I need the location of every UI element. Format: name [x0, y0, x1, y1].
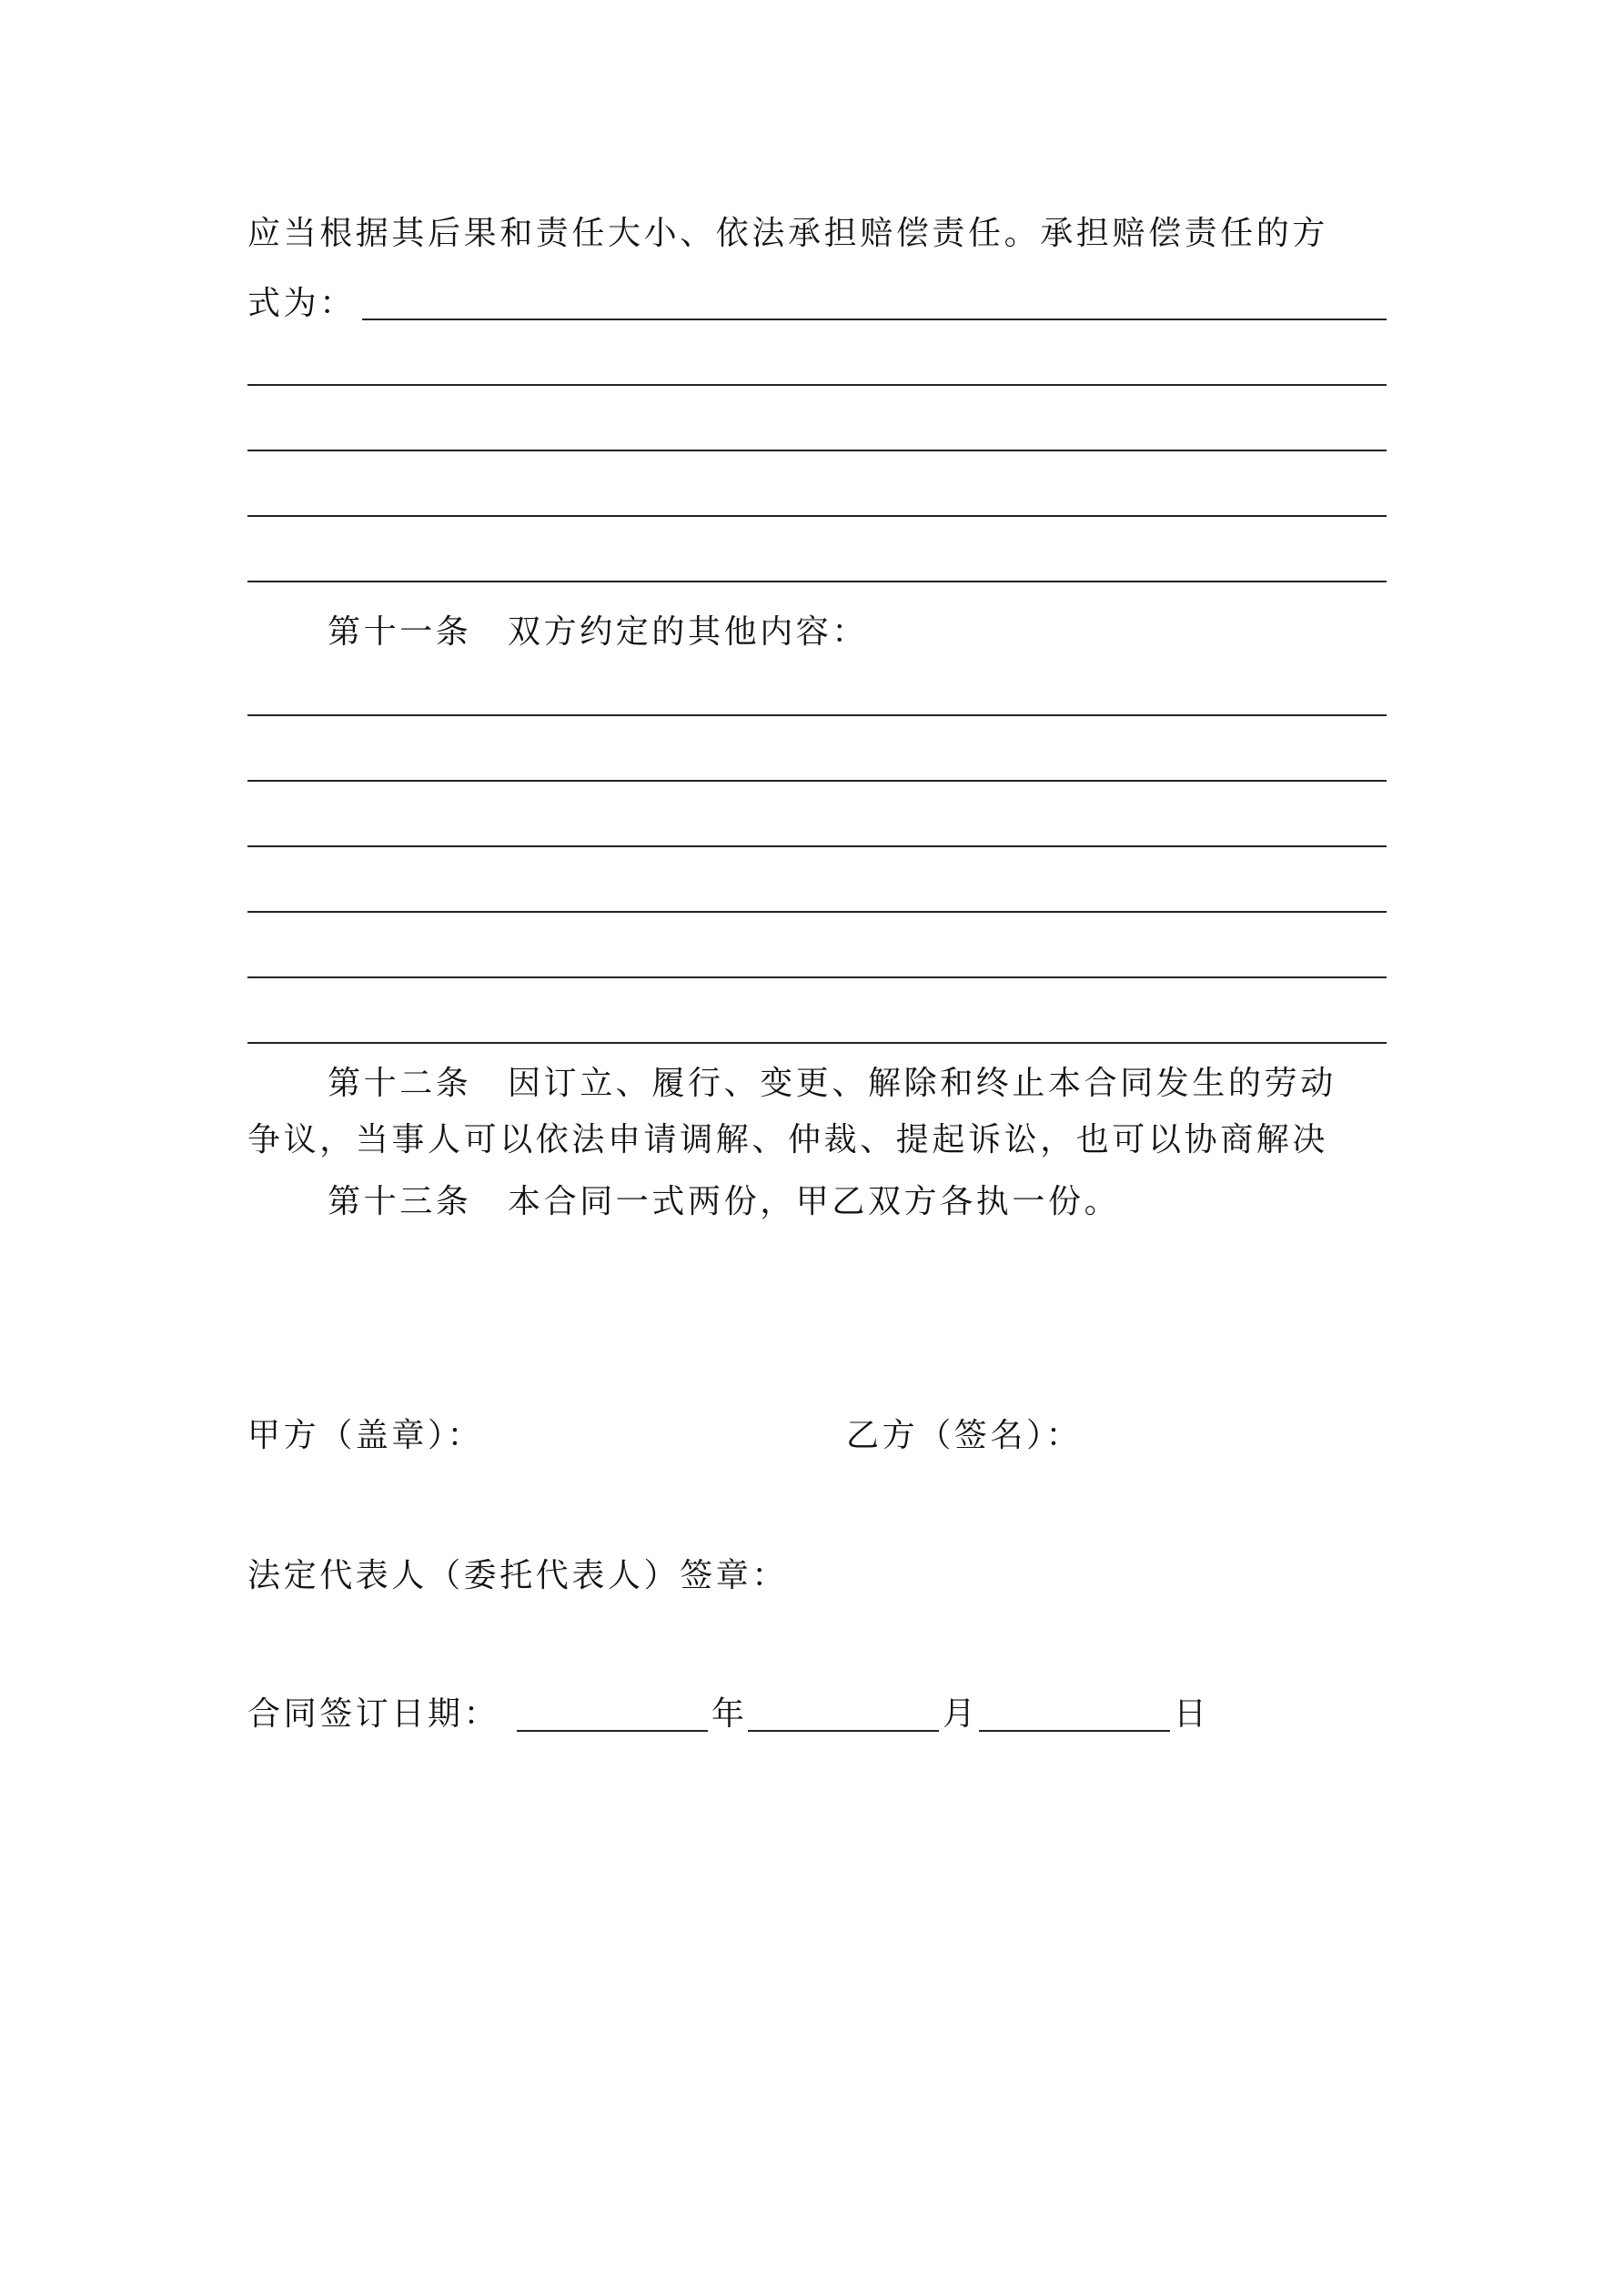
- method-blank-line[interactable]: [362, 319, 1387, 320]
- fill-line[interactable]: [247, 911, 1387, 913]
- fill-line[interactable]: [247, 976, 1387, 978]
- month-blank[interactable]: [748, 1730, 939, 1732]
- legal-rep-label: 法定代表人（委托代表人）签章：: [247, 1557, 789, 1594]
- month-label: 月: [943, 1695, 979, 1733]
- day-blank[interactable]: [979, 1730, 1170, 1732]
- fill-line[interactable]: [247, 450, 1387, 451]
- article-13: 第十三条 本合同一式两份，甲乙双方各执一份。: [328, 1183, 1121, 1220]
- paragraph-line: 应当根据其后果和责任大小、依法承担赔偿责任。承担赔偿责任的方: [247, 215, 1329, 252]
- fill-line[interactable]: [247, 515, 1387, 517]
- fill-line[interactable]: [247, 714, 1387, 716]
- article-12-line-2: 争议，当事人可以依法申请调解、仲裁、提起诉讼，也可以协商解决: [247, 1121, 1329, 1158]
- date-label: 合同签订日期：: [247, 1695, 500, 1733]
- year-label: 年: [711, 1695, 748, 1733]
- fill-line[interactable]: [247, 1042, 1387, 1044]
- article-11: 第十一条 双方约定的其他内容：: [328, 613, 869, 651]
- year-blank[interactable]: [517, 1730, 708, 1732]
- fill-line[interactable]: [247, 780, 1387, 782]
- article-12-line-1: 第十二条 因订立、履行、变更、解除和终止本合同发生的劳动: [328, 1065, 1337, 1102]
- day-label: 日: [1174, 1695, 1210, 1733]
- fill-line[interactable]: [247, 581, 1387, 582]
- fill-line[interactable]: [247, 384, 1387, 386]
- party-a-label: 甲方（盖章）：: [247, 1417, 484, 1454]
- fill-line[interactable]: [247, 845, 1387, 847]
- party-b-label: 乙方（签名）：: [846, 1417, 1083, 1454]
- method-label: 式为：: [247, 285, 356, 322]
